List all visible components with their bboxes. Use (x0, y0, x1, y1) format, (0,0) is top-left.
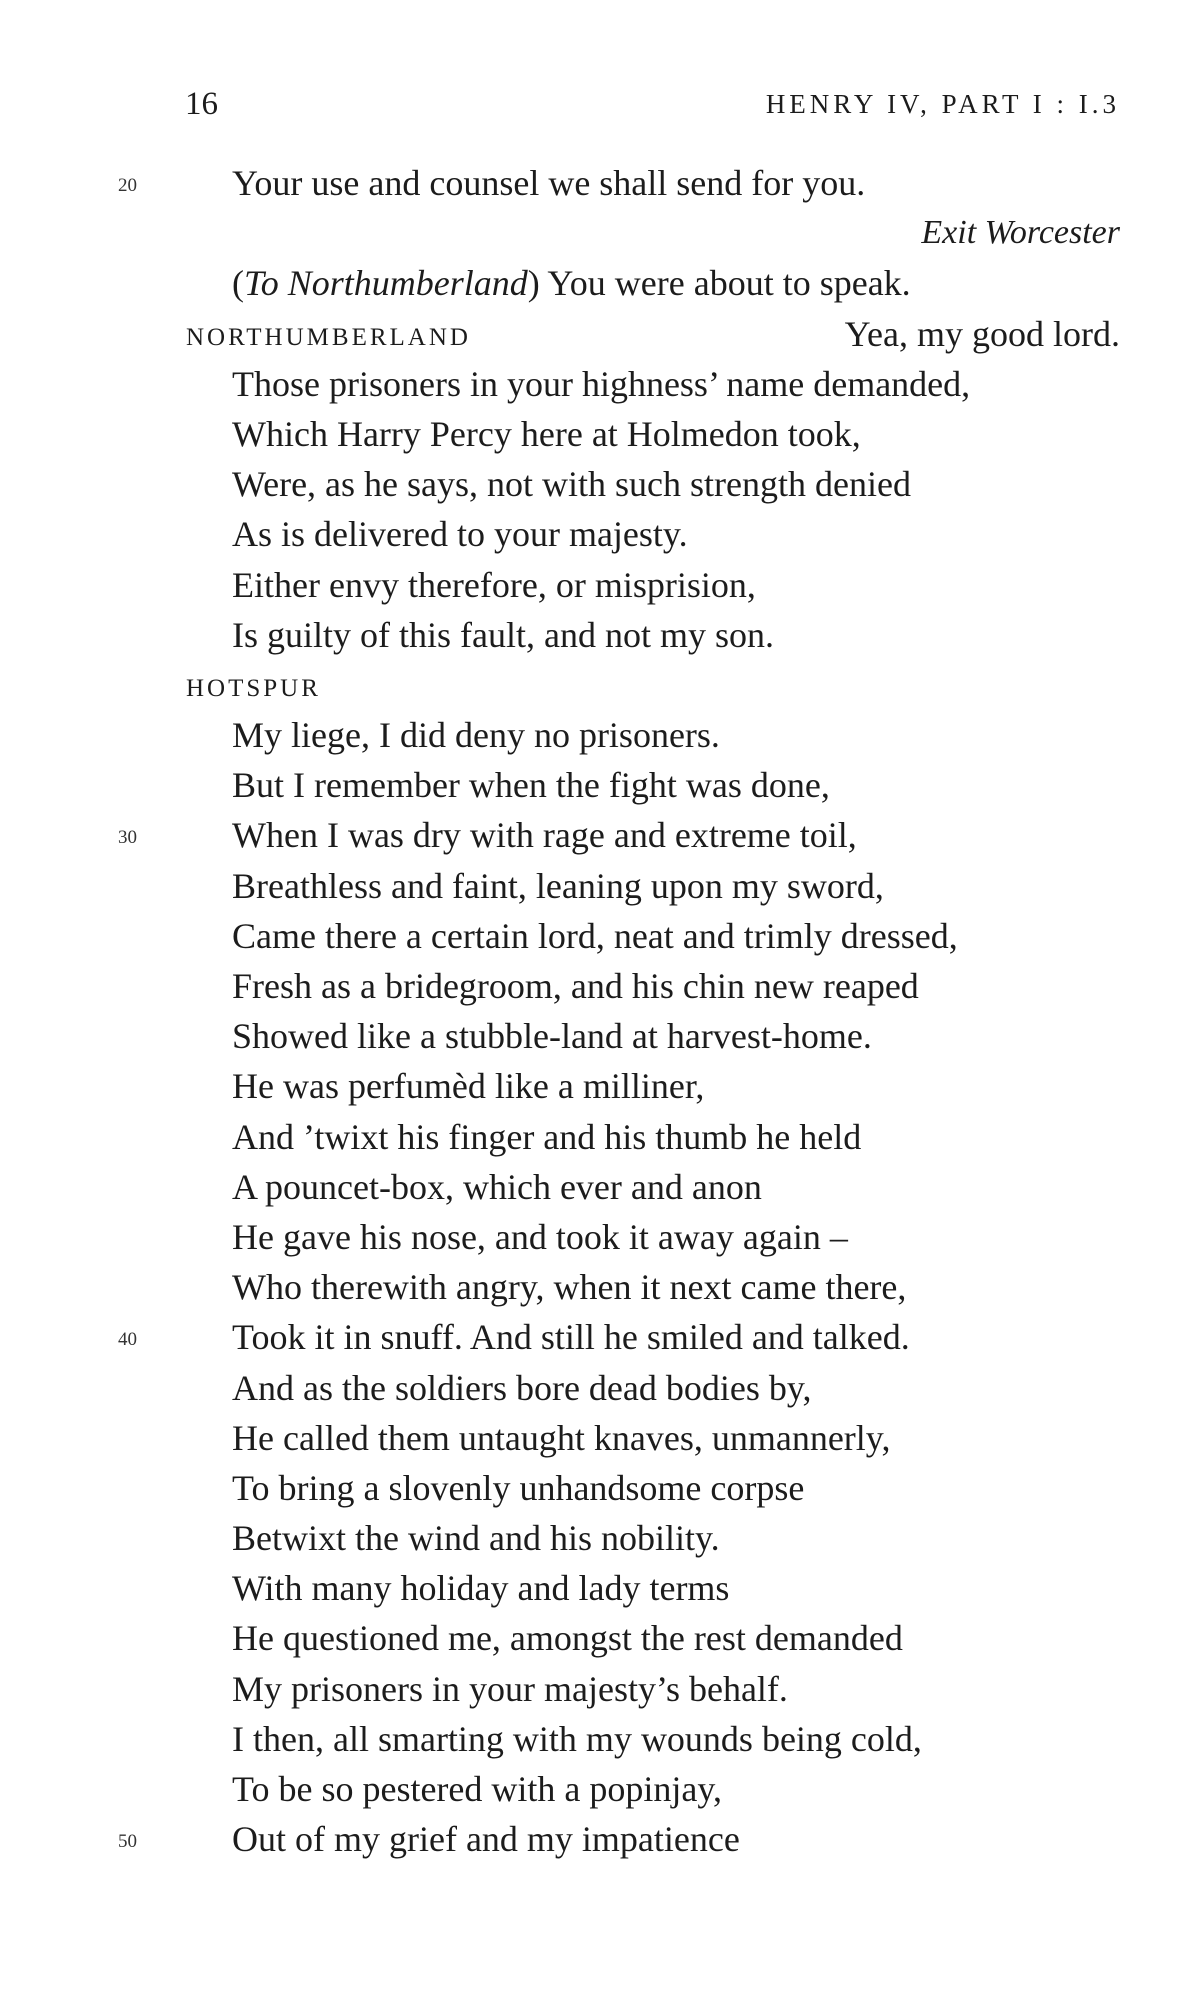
verse-line (0, 810, 1192, 860)
verse-text: He called them untaught knaves, unmannerly, (232, 1417, 891, 1458)
verse-line (0, 1061, 1192, 1111)
verse-text: Came there a certain lord, neat and trimly dressed, (232, 915, 958, 956)
verse-text: Either envy therefore, or misprision, (232, 564, 756, 605)
verse-line (0, 1413, 1192, 1463)
verse-text: Who therewith angry, when it next came there, (232, 1267, 907, 1308)
aside-close-paren: ) (527, 263, 540, 304)
verse-line (0, 911, 1192, 961)
verse-text: Which Harry Percy here at Holmedon took, (232, 413, 861, 454)
verse-text: Showed like a stubble-land at harvest-home. (232, 1016, 872, 1057)
verse-text: He questioned me, amongst the rest demanded (232, 1618, 903, 1659)
verse-line (0, 861, 1192, 911)
stage-direction: Exit Worcester (921, 214, 1120, 252)
verse-text: As is delivered to your majesty. (232, 514, 688, 555)
running-head: HENRY IV, PART I : I.3 (765, 89, 1120, 119)
verse-line (0, 459, 1192, 509)
aside-open-paren: ( (232, 263, 244, 304)
verse-line (0, 1312, 1192, 1362)
verse-text: Is guilty of this fault, and not my son. (232, 614, 774, 655)
verse-line (0, 1664, 1192, 1714)
verse-text: With many holiday and lady terms (232, 1568, 730, 1609)
verse-text (232, 262, 911, 304)
speaker-line (0, 309, 1192, 359)
verse-line (0, 610, 1192, 660)
verse-line (0, 1212, 1192, 1262)
speaker-line (0, 660, 1192, 710)
verse-text: To bring a slovenly unhandsome corpse (232, 1467, 805, 1508)
verse-line (0, 359, 1192, 409)
verse-line (0, 1764, 1192, 1814)
verse-text: Yea, my good lord. (844, 313, 1120, 354)
verse-line (0, 158, 1192, 208)
verse-text: Betwixt the wind and his nobility. (232, 1518, 720, 1559)
stage-direction-line (0, 208, 1192, 258)
verse-text: He gave his nose, and took it away again – (232, 1216, 848, 1257)
page-number: 16 (185, 86, 218, 122)
verse-line (0, 1613, 1192, 1663)
verse-text: Breathless and faint, leaning upon my sword, (232, 865, 884, 906)
verse-line (0, 710, 1192, 760)
verse-text: To be so pestered with a popinjay, (232, 1769, 723, 1809)
verse-line (0, 1162, 1192, 1212)
verse-line (0, 1714, 1192, 1764)
verse-line (0, 258, 1192, 308)
aside-line: You were about to speak. (539, 263, 911, 304)
verse-line (0, 1814, 1192, 1864)
verse-line (0, 1513, 1192, 1563)
verse-text: Those prisoners in your highness’ name demanded, (232, 363, 971, 404)
verse-text: Out of my grief and my impatience (232, 1819, 740, 1860)
verse-text: Your use and counsel we shall send for you. (232, 163, 866, 203)
verse-text: And as the soldiers bore dead bodies by, (232, 1367, 812, 1408)
verse-text: Took it in snuff. And still he smiled and talked. (232, 1317, 910, 1358)
verse-text: My liege, I did deny no prisoners. (232, 715, 720, 756)
verse-line (0, 1363, 1192, 1413)
aside-direction: To Northumberland (244, 263, 528, 304)
speaker-name: NORTHUMBERLAND (186, 323, 471, 351)
page-header (185, 84, 1120, 124)
line-number: 40 (118, 1329, 137, 1351)
verse-text: When I was dry with rage and extreme toil, (232, 815, 857, 856)
verse-line (0, 760, 1192, 810)
verse-line (0, 1463, 1192, 1513)
verse-text: And ’twixt his finger and his thumb he held (232, 1116, 862, 1157)
play-text (0, 158, 1192, 1864)
verse-text: My prisoners in your majesty’s behalf. (232, 1668, 788, 1709)
line-number: 50 (118, 1831, 137, 1853)
line-number: 20 (118, 175, 137, 196)
verse-text: Were, as he says, not with such strength denied (232, 464, 911, 505)
speaker-name: HOTSPUR (186, 674, 321, 702)
verse-text: I then, all smarting with my wounds being cold, (232, 1718, 922, 1759)
verse-line (0, 961, 1192, 1011)
verse-line (0, 560, 1192, 610)
verse-line (0, 509, 1192, 559)
verse-line (0, 1262, 1192, 1312)
verse-text: A pouncet-box, which ever and anon (232, 1166, 762, 1207)
line-number: 30 (118, 827, 137, 849)
verse-text: Fresh as a bridegroom, and his chin new reaped (232, 966, 919, 1006)
verse-text: He was perfumèd like a milliner, (232, 1066, 705, 1107)
verse-text: But I remember when the fight was done, (232, 765, 830, 806)
verse-line (0, 1112, 1192, 1162)
verse-line (0, 1563, 1192, 1613)
verse-line (0, 1011, 1192, 1061)
verse-line (0, 409, 1192, 459)
